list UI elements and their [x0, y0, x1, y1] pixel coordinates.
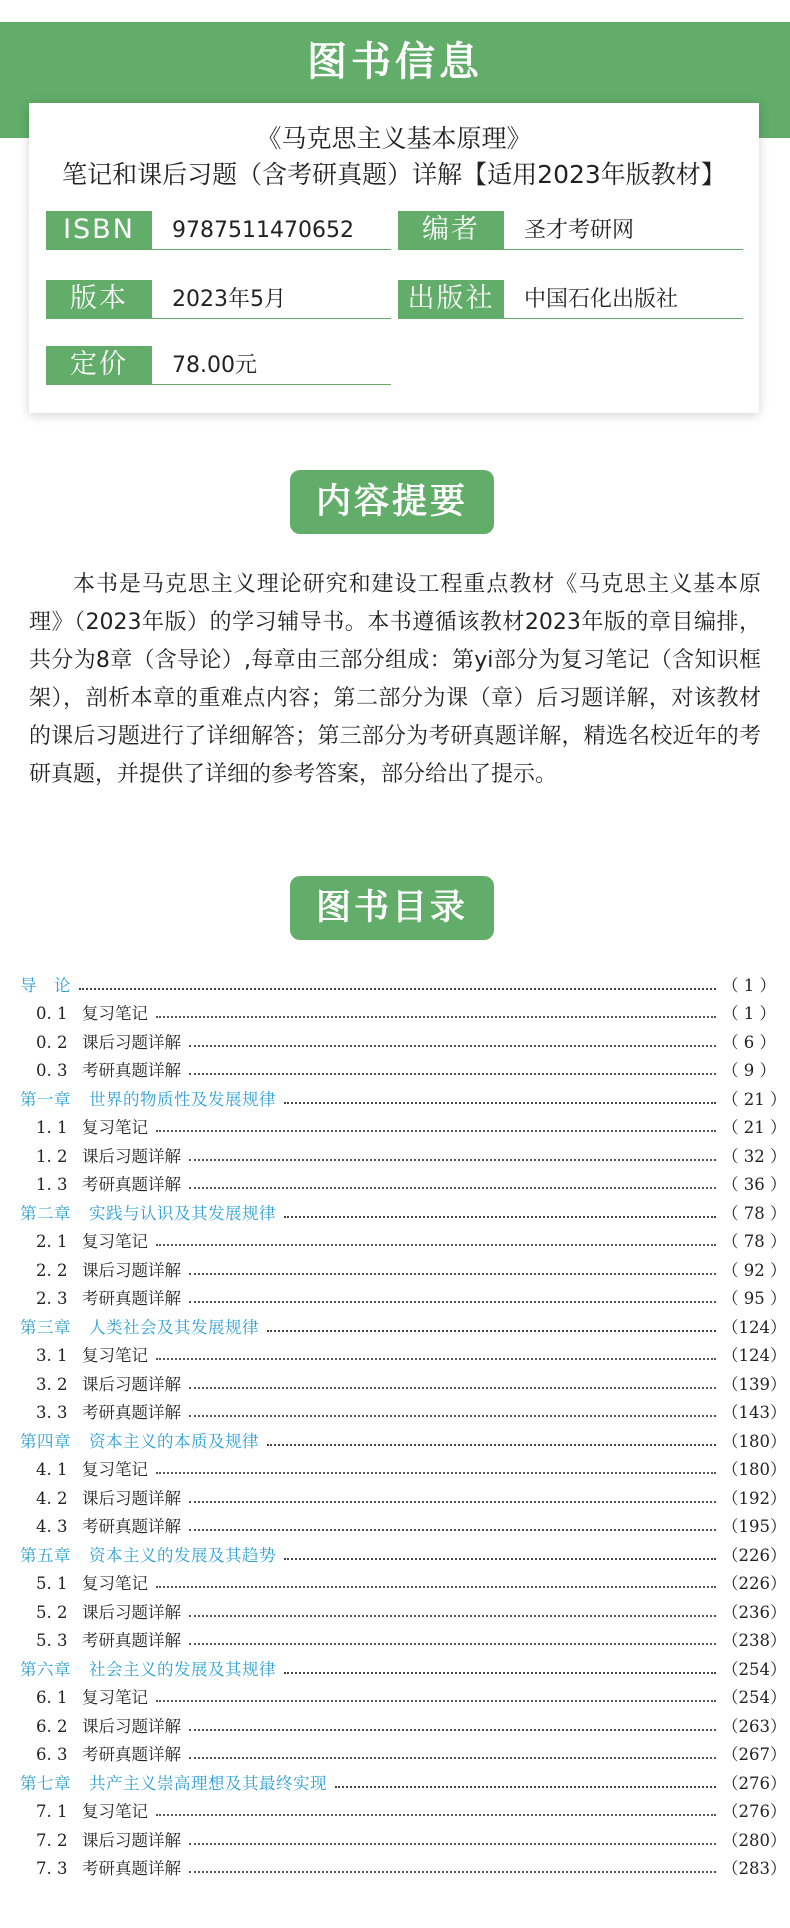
toc-chapter-row: [20, 1081, 787, 1110]
toc-entry-title: [20, 1656, 276, 1680]
toc-entry-number: 第二章: [20, 1203, 71, 1223]
toc-entry-name: 课后习题详解: [82, 1032, 181, 1052]
toc-entry-title: [20, 1029, 181, 1053]
toc-section-row: [20, 1794, 787, 1823]
toc-section-row: [20, 1452, 787, 1481]
toc-entry-number: 导 论: [20, 975, 71, 995]
toc-entry-title: [20, 1485, 181, 1509]
toc-entry-name: 课后习题详解: [82, 1260, 181, 1280]
toc-entry-title: [20, 1428, 259, 1452]
toc-section-row: [20, 1395, 787, 1424]
edition-field: [46, 280, 391, 319]
toc-section-row: [20, 1366, 787, 1395]
toc-entry-title: [20, 1257, 181, 1281]
isbn-label: ISBN: [46, 211, 152, 249]
toc-section-row: [20, 1224, 787, 1253]
toc-entry-title: [20, 1143, 181, 1167]
publisher-label: 出版社: [398, 280, 504, 318]
editor-value: 圣才考研网: [524, 218, 635, 243]
toc-section-row: [20, 1594, 787, 1623]
toc-section-row: [20, 1708, 787, 1737]
edition-value: 2023年5月: [172, 287, 286, 312]
toc-leader-dots: [189, 1414, 716, 1417]
toc-section-row: [20, 1138, 787, 1167]
editor-field: [398, 211, 743, 250]
toc-leader-dots: [156, 1129, 716, 1132]
header-title: 图书信息: [307, 39, 483, 85]
toc-page-number: （195）: [722, 1517, 787, 1536]
toc-leader-dots: [189, 1300, 716, 1303]
toc-section-row: [20, 1623, 787, 1652]
toc-page-number: （254）: [722, 1659, 787, 1679]
toc-page-number: （180）: [722, 1460, 787, 1479]
toc-entry-number: 第四章: [20, 1431, 71, 1451]
toc-entry-title: [20, 1171, 181, 1195]
toc-entry-number: 5. 1: [36, 1574, 68, 1593]
toc-page-number: （254）: [722, 1688, 787, 1707]
toc-page-number: （ 6 ）: [722, 1032, 776, 1052]
toc-page-number: （124）: [722, 1346, 787, 1365]
toc-page-number: （ 32 ）: [722, 1146, 787, 1166]
toc-page-number: （192）: [722, 1488, 787, 1508]
toc-leader-dots: [284, 1557, 716, 1560]
toc-leader-dots: [189, 1528, 716, 1531]
toc-entry-name: 复习笔记: [82, 1232, 148, 1251]
toc-entry-number: 第一章: [20, 1089, 71, 1109]
table-of-contents: [20, 967, 787, 1879]
toc-leader-dots: [189, 1158, 716, 1161]
toc-entry-name: 复习笔记: [82, 1460, 148, 1479]
toc-entry-title: [20, 1713, 181, 1737]
toc-entry-name: 课后习题详解: [82, 1602, 181, 1622]
toc-page-number: （276）: [722, 1802, 787, 1821]
editor-label: 编者: [398, 211, 504, 249]
toc-entry-name: 考研真题详解: [82, 1175, 181, 1194]
toc-section-row: [20, 1480, 787, 1509]
toc-entry-number: 2. 2: [36, 1260, 68, 1280]
toc-leader-dots: [156, 1699, 716, 1702]
book-title-line1: 《马克思主义基本原理》: [256, 124, 532, 153]
toc-page-number: （280）: [722, 1830, 787, 1850]
toc-section-row: [20, 1851, 787, 1880]
toc-leader-dots: [189, 1614, 716, 1617]
toc-entry-number: 2. 1: [36, 1232, 68, 1251]
book-title-line2: 笔记和课后习题（含考研真题）详解【适用2023年版教材】: [62, 160, 726, 189]
toc-entry-number: 7. 1: [36, 1802, 68, 1821]
toc-entry-name: 课后习题详解: [82, 1488, 181, 1508]
book-info-card: [29, 103, 759, 413]
toc-entry-number: 6. 1: [36, 1688, 68, 1707]
toc-entry-number: 1. 1: [36, 1118, 68, 1137]
publisher-value: 中国石化出版社: [524, 287, 679, 312]
toc-entry-title: [20, 1086, 276, 1110]
toc-page-number: （ 78 ）: [722, 1203, 787, 1223]
toc-page-number: （ 9 ）: [722, 1061, 776, 1080]
toc-section-row: [20, 1252, 787, 1281]
toc-entry-number: 0. 2: [36, 1032, 68, 1052]
toc-page-number: （ 1 ）: [722, 975, 776, 995]
toc-entry-title: [20, 1000, 148, 1024]
toc-entry-number: 7. 2: [36, 1830, 68, 1850]
toc-entry-title: [20, 1399, 181, 1423]
toc-leader-dots: [284, 1101, 716, 1104]
toc-entry-name: 课后习题详解: [82, 1716, 181, 1736]
toc-leader-dots: [156, 1015, 716, 1018]
toc-page-number: （236）: [722, 1602, 787, 1622]
toc-leader-dots: [156, 1357, 716, 1360]
toc-entry-number: 第七章: [20, 1773, 71, 1793]
summary-heading: 内容提要: [290, 470, 494, 534]
toc-section-row: [20, 1509, 787, 1538]
toc-entry-name: 世界的物质性及发展规律: [89, 1089, 276, 1109]
toc-entry-number: 第五章: [20, 1545, 71, 1565]
toc-leader-dots: [156, 1471, 716, 1474]
toc-page-number: （180）: [722, 1431, 787, 1451]
toc-leader-dots: [156, 1243, 716, 1246]
toc-entry-number: 3. 3: [36, 1403, 68, 1422]
toc-entry-number: 1. 2: [36, 1146, 68, 1166]
toc-page-number: （276）: [722, 1773, 787, 1793]
toc-entry-name: 复习笔记: [82, 1346, 148, 1365]
toc-entry-number: 0. 1: [36, 1004, 68, 1023]
toc-entry-number: 1. 3: [36, 1175, 68, 1194]
toc-chapter-row: [20, 1651, 787, 1680]
toc-entry-title: [20, 1599, 181, 1623]
toc-entry-title: [20, 1770, 327, 1794]
toc-entry-title: [20, 1570, 148, 1594]
toc-entry-name: 课后习题详解: [82, 1374, 181, 1394]
toc-entry-title: [20, 1114, 148, 1138]
toc-leader-dots: [267, 1329, 716, 1332]
toc-page-number: （238）: [722, 1631, 787, 1650]
toc-entry-name: 实践与认识及其发展规律: [89, 1203, 276, 1223]
toc-entry-title: [20, 1855, 181, 1879]
toc-entry-number: 第三章: [20, 1317, 71, 1337]
toc-entry-number: 3. 2: [36, 1374, 68, 1394]
toc-chapter-row: [20, 1537, 787, 1566]
toc-section-row: [20, 1566, 787, 1595]
toc-entry-title: [20, 1827, 181, 1851]
toc-entry-number: 3. 1: [36, 1346, 68, 1365]
toc-leader-dots: [156, 1813, 716, 1816]
toc-page-number: （ 36 ）: [722, 1175, 787, 1194]
toc-entry-name: 考研真题详解: [82, 1061, 181, 1080]
toc-section-row: [20, 1822, 787, 1851]
toc-page-number: （226）: [722, 1545, 787, 1565]
toc-entry-name: 共产主义崇高理想及其最终实现: [89, 1773, 327, 1793]
toc-entry-title: [20, 1684, 148, 1708]
toc-page-number: （ 1 ）: [722, 1004, 776, 1023]
toc-leader-dots: [189, 1870, 716, 1873]
toc-entry-number: 6. 2: [36, 1716, 68, 1736]
toc-entry-number: 第六章: [20, 1659, 71, 1679]
isbn-value: 9787511470652: [172, 218, 354, 243]
toc-entry-name: 社会主义的发展及其规律: [89, 1659, 276, 1679]
toc-entry-title: [20, 1057, 181, 1081]
price-label: 定价: [46, 346, 152, 384]
toc-chapter-row: [20, 967, 776, 996]
toc-entry-number: 6. 3: [36, 1745, 68, 1764]
toc-entry-title: [20, 1513, 181, 1537]
toc-entry-number: 5. 2: [36, 1602, 68, 1622]
toc-page-number: （139）: [722, 1374, 787, 1394]
toc-leader-dots: [189, 1756, 716, 1759]
toc-entry-name: 课后习题详解: [82, 1830, 181, 1850]
toc-entry-number: 4. 2: [36, 1488, 68, 1508]
toc-leader-dots: [156, 1585, 716, 1588]
publisher-field: [398, 280, 743, 319]
toc-entry-name: 复习笔记: [82, 1574, 148, 1593]
toc-entry-name: 考研真题详解: [82, 1745, 181, 1764]
toc-leader-dots: [189, 1642, 716, 1645]
toc-entry-name: 课后习题详解: [82, 1146, 181, 1166]
toc-section-row: [20, 1281, 787, 1310]
summary-text: 本书是马克思主义理论研究和建设工程重点教材《马克思主义基本原理》（2023年版）的学习辅导书。本书遵循该教材2023年版的章目编排，共分为8章（含导论）,每章由三部分组成：第yi部分为复习笔记（含知识框架），剖析本章的重难点内容；第二部分为课（章）后习题详解，对该教材的课后习题进行了详细解答；第三部分为考研真题详解，精选名校近年的考研真题，并提供了详细的参考答案，部分给出了提示。: [29, 572, 761, 787]
toc-page-number: （283）: [722, 1859, 787, 1878]
toc-entry-name: 考研真题详解: [82, 1631, 181, 1650]
toc-chapter-row: [20, 1309, 787, 1338]
toc-page-number: （ 78 ）: [722, 1232, 787, 1251]
toc-section-row: [20, 1680, 787, 1709]
toc-entry-title: [20, 1200, 276, 1224]
toc-entry-number: 4. 3: [36, 1517, 68, 1536]
toc-chapter-row: [20, 1423, 787, 1452]
toc-chapter-row: [20, 1195, 787, 1224]
toc-leader-dots: [189, 1044, 716, 1047]
toc-section-row: [20, 1024, 776, 1053]
toc-leader-dots: [284, 1215, 716, 1218]
toc-entry-name: 资本主义的本质及规律: [89, 1431, 259, 1451]
toc-entry-name: 复习笔记: [82, 1004, 148, 1023]
toc-entry-title: [20, 1371, 181, 1395]
toc-leader-dots: [284, 1671, 716, 1674]
toc-section-row: [20, 1338, 787, 1367]
toc-entry-number: 4. 1: [36, 1460, 68, 1479]
toc-entry-title: [20, 1456, 148, 1480]
toc-entry-name: 考研真题详解: [82, 1517, 181, 1536]
toc-leader-dots: [267, 1443, 716, 1446]
edition-label: 版本: [46, 280, 152, 318]
toc-section-row: [20, 1167, 787, 1196]
toc-page-number: （ 21 ）: [722, 1089, 787, 1109]
toc-section-row: [20, 996, 776, 1025]
toc-entry-name: 复习笔记: [82, 1688, 148, 1707]
toc-leader-dots: [189, 1272, 716, 1275]
toc-page-number: （263）: [722, 1716, 787, 1736]
toc-section-row: [20, 1110, 787, 1139]
toc-entry-name: 考研真题详解: [82, 1403, 181, 1422]
toc-entry-title: [20, 1741, 181, 1765]
toc-page-number: （226）: [722, 1574, 787, 1593]
toc-heading: 图书目录: [290, 876, 494, 940]
toc-leader-dots: [189, 1500, 716, 1503]
toc-entry-number: 5. 3: [36, 1631, 68, 1650]
toc-entry-number: 0. 3: [36, 1061, 68, 1080]
toc-section-row: [20, 1737, 787, 1766]
toc-page-number: （143）: [722, 1403, 787, 1422]
toc-entry-name: 考研真题详解: [82, 1859, 181, 1878]
toc-section-row: [20, 1053, 776, 1082]
toc-leader-dots: [189, 1072, 716, 1075]
toc-leader-dots: [189, 1728, 716, 1731]
price-value: 78.00元: [172, 353, 257, 378]
price-field: [46, 346, 391, 385]
toc-entry-number: 7. 3: [36, 1859, 68, 1878]
toc-entry-title: [20, 1542, 276, 1566]
toc-leader-dots: [189, 1842, 716, 1845]
toc-entry-name: 人类社会及其发展规律: [89, 1317, 259, 1337]
toc-entry-title: [20, 1798, 148, 1822]
toc-page-number: （267）: [722, 1745, 787, 1764]
toc-leader-dots: [189, 1386, 716, 1389]
toc-entry-title: [20, 1627, 181, 1651]
book-title: [29, 121, 759, 193]
isbn-field: [46, 211, 391, 250]
toc-entry-title: [20, 1342, 148, 1366]
toc-leader-dots: [335, 1785, 716, 1788]
toc-entry-title: [20, 972, 71, 996]
toc-entry-name: 复习笔记: [82, 1802, 148, 1821]
toc-entry-title: [20, 1228, 148, 1252]
toc-page-number: （ 21 ）: [722, 1118, 787, 1137]
toc-page-number: （ 92 ）: [722, 1260, 787, 1280]
toc-entry-title: [20, 1285, 181, 1309]
toc-entry-title: [20, 1314, 259, 1338]
toc-entry-name: 考研真题详解: [82, 1289, 181, 1308]
toc-entry-number: 2. 3: [36, 1289, 68, 1308]
toc-chapter-row: [20, 1765, 787, 1794]
toc-entry-name: 复习笔记: [82, 1118, 148, 1137]
toc-leader-dots: [189, 1186, 716, 1189]
toc-page-number: （124）: [722, 1317, 787, 1337]
toc-page-number: （ 95 ）: [722, 1289, 787, 1308]
toc-entry-name: 资本主义的发展及其趋势: [89, 1545, 276, 1565]
toc-leader-dots: [79, 987, 716, 990]
